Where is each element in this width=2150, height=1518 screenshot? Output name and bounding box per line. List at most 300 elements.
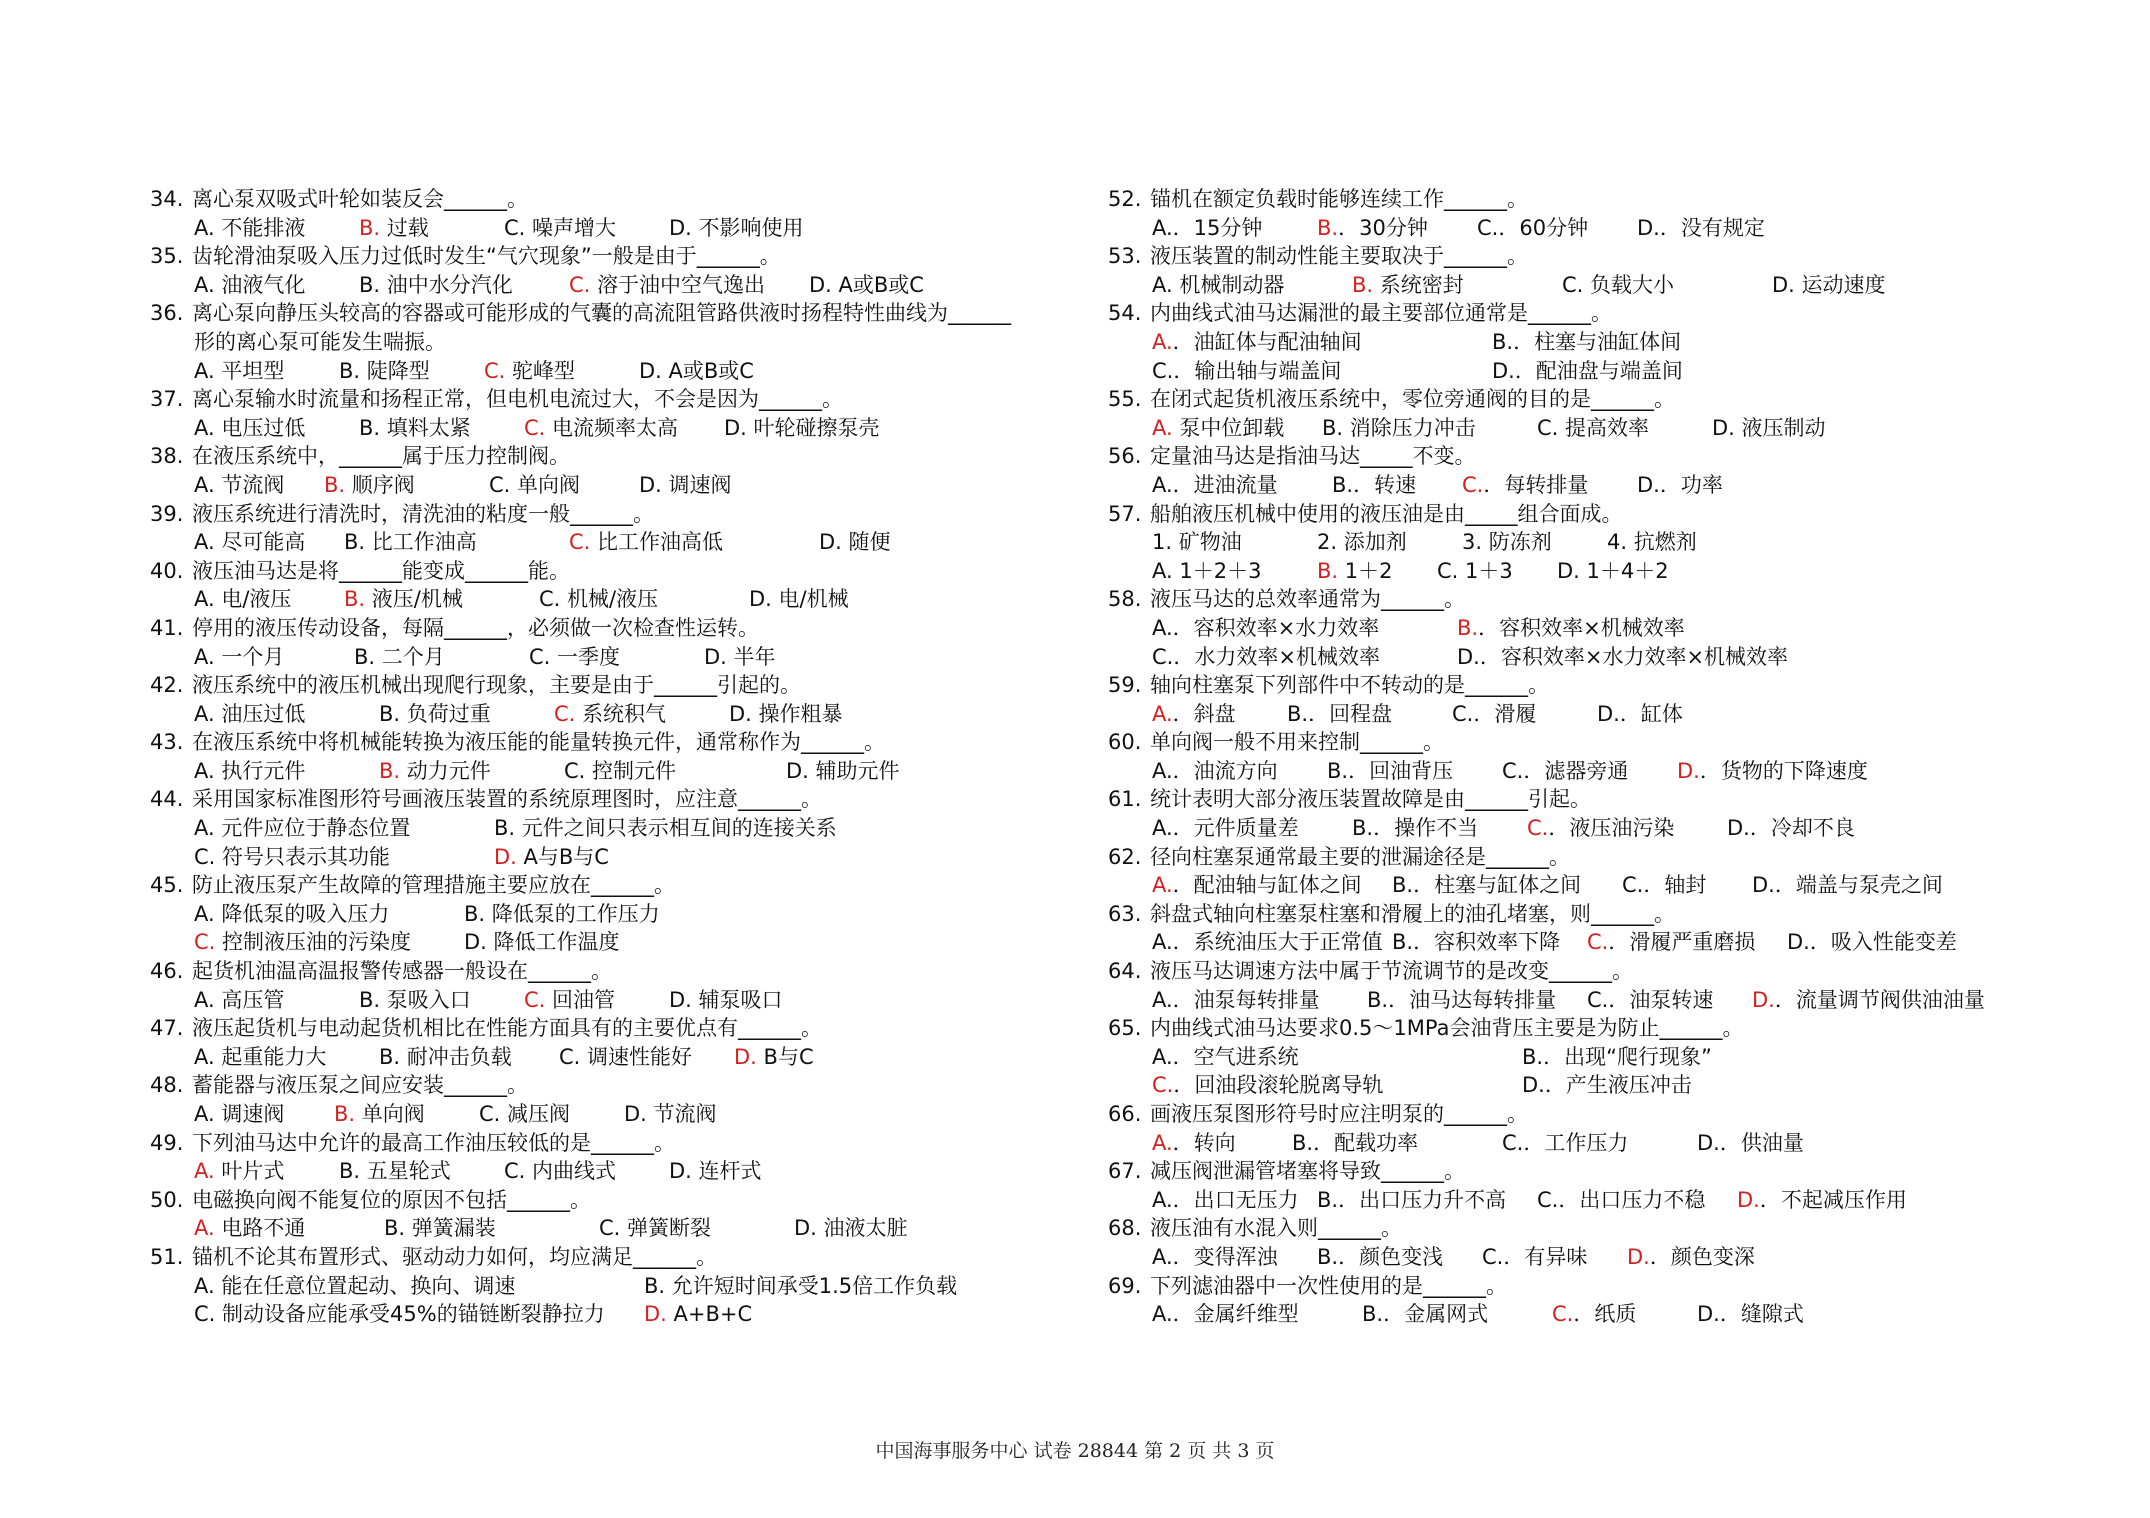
question-number: 52. bbox=[1108, 187, 1142, 211]
option-text: ．颜色变浅 bbox=[1338, 1244, 1444, 1269]
option-letter: D. bbox=[1637, 215, 1660, 240]
question-number: 36. bbox=[150, 301, 184, 326]
option-row bbox=[1108, 1243, 2028, 1272]
option-letter: B. bbox=[1367, 987, 1389, 1012]
option-text: A+B+C bbox=[666, 1302, 753, 1327]
option-letter: B. bbox=[1317, 558, 1339, 583]
option-text: 弹簧漏装 bbox=[405, 1216, 496, 1241]
option-letter: A. bbox=[1152, 1187, 1173, 1212]
option-letter: B. bbox=[464, 901, 486, 926]
option-letter: A. bbox=[194, 272, 215, 297]
question-text: 减压阀泄漏管堵塞将导致______。 bbox=[1150, 1159, 1465, 1184]
option-letter: B. bbox=[1317, 1187, 1339, 1212]
option-text: ．回程盘 bbox=[1308, 701, 1393, 726]
option-letter: C. bbox=[484, 358, 506, 383]
answer-option bbox=[359, 214, 504, 243]
question-53 bbox=[1108, 242, 2028, 271]
question-35 bbox=[150, 242, 1070, 271]
option-row bbox=[150, 271, 1070, 300]
option-letter: D. bbox=[794, 1216, 817, 1241]
option bbox=[194, 1043, 379, 1072]
option-letter: B. bbox=[334, 1102, 356, 1126]
question-text: 锚机在额定负载时能够连续工作______。 bbox=[1150, 187, 1528, 211]
option-text: 顺序阀 bbox=[345, 472, 415, 497]
option-text: ．油流方向 bbox=[1172, 758, 1278, 783]
option bbox=[529, 643, 704, 672]
option bbox=[1477, 214, 1637, 243]
option-text: ．斜盘 bbox=[1172, 701, 1236, 726]
option bbox=[194, 528, 344, 557]
option-text: 提高效率 bbox=[1558, 415, 1650, 440]
option-row bbox=[1108, 328, 2028, 357]
option bbox=[1152, 986, 1367, 1015]
option bbox=[359, 414, 524, 443]
option-letter: D. bbox=[669, 987, 692, 1012]
option-text: ．变得浑浊 bbox=[1172, 1244, 1278, 1269]
option-letter: B. bbox=[339, 358, 361, 383]
option-letter: D. bbox=[786, 758, 809, 783]
option-letter: A. bbox=[1152, 415, 1173, 440]
option bbox=[1322, 414, 1537, 443]
option-letter: A. bbox=[1152, 701, 1173, 726]
option-row bbox=[1108, 1186, 2028, 1215]
option bbox=[599, 1214, 794, 1243]
option bbox=[194, 1272, 644, 1301]
option-text: 驼峰型 bbox=[505, 358, 576, 383]
option-row bbox=[150, 986, 1070, 1015]
option-letter: B. bbox=[354, 644, 376, 669]
question-54 bbox=[1108, 299, 2028, 328]
option-letter: 2. bbox=[1317, 530, 1338, 555]
question-text: 斜盘式轴向柱塞泵柱塞和滑履上的油孔堵塞，则______。 bbox=[1150, 901, 1675, 926]
option bbox=[1352, 814, 1527, 843]
question-40 bbox=[150, 557, 1070, 586]
question-text: 液压油有水混入则______。 bbox=[1150, 1216, 1402, 1241]
option bbox=[1292, 1129, 1502, 1158]
option-letter: D. bbox=[724, 415, 747, 440]
option bbox=[194, 271, 359, 300]
question-text: 在闭式起货机液压系统中，零位旁通阀的目的是______。 bbox=[1150, 387, 1675, 412]
option bbox=[479, 1100, 624, 1129]
option-text: A或B或C bbox=[661, 358, 754, 383]
option-row bbox=[1108, 1300, 2028, 1329]
question-text: 液压马达的总效率通常为______。 bbox=[1150, 587, 1465, 612]
option-row bbox=[1108, 1043, 2028, 1072]
option-text: ．冷却不良 bbox=[1749, 816, 1855, 841]
option-letter: B. bbox=[359, 987, 381, 1012]
option-text: A或B或C bbox=[831, 272, 924, 297]
answer-option bbox=[569, 528, 819, 557]
answer-option bbox=[344, 585, 539, 614]
option-text: 机械/液压 bbox=[560, 587, 659, 612]
option-letter: D. bbox=[1752, 873, 1775, 898]
answer-option bbox=[1152, 700, 1287, 729]
option-text: ．配载功率 bbox=[1313, 1130, 1419, 1155]
option bbox=[489, 471, 639, 500]
option-text: 动力元件 bbox=[400, 758, 491, 783]
option-text: 一个月 bbox=[214, 644, 285, 669]
option-letter: A. bbox=[194, 587, 215, 612]
option-text: ．系统油压大于正常值 bbox=[1172, 930, 1383, 955]
option-text: 负载大小 bbox=[1583, 272, 1675, 297]
question-number: 67. bbox=[1108, 1159, 1142, 1184]
question-number: 40. bbox=[150, 558, 184, 583]
option-letter: B. bbox=[384, 1216, 406, 1241]
option-text: 噪声增大 bbox=[525, 215, 617, 240]
option bbox=[194, 214, 359, 243]
option-text: 耐冲击负载 bbox=[400, 1044, 512, 1069]
option-letter: D. bbox=[729, 701, 752, 726]
option-letter: B. bbox=[359, 215, 381, 240]
question-66 bbox=[1108, 1100, 2028, 1129]
option-text: ．每转排量 bbox=[1483, 472, 1589, 497]
option-row bbox=[150, 471, 1070, 500]
option-letter: C. bbox=[529, 644, 551, 669]
option-letter: C. bbox=[1152, 1073, 1174, 1098]
option-letter: B. bbox=[1457, 615, 1479, 640]
question-61 bbox=[1108, 785, 2028, 814]
option bbox=[1452, 700, 1597, 729]
answer-option bbox=[1677, 757, 1897, 786]
option-letter: D. bbox=[1697, 1130, 1720, 1155]
option-letter: B. bbox=[1352, 816, 1374, 841]
question-number: 68. bbox=[1108, 1216, 1142, 1241]
option bbox=[1367, 986, 1587, 1015]
option bbox=[1597, 700, 1717, 729]
option-letter: D. bbox=[1712, 415, 1735, 440]
question-55 bbox=[1108, 385, 2028, 414]
option bbox=[1287, 700, 1452, 729]
option bbox=[539, 585, 749, 614]
question-59 bbox=[1108, 671, 2028, 700]
option-row bbox=[150, 700, 1070, 729]
answer-option bbox=[569, 271, 809, 300]
option-letter: C. bbox=[564, 758, 586, 783]
option bbox=[194, 900, 464, 929]
option bbox=[786, 757, 946, 786]
option-text: ．端盖与泵壳之间 bbox=[1774, 873, 1943, 898]
answer-option bbox=[524, 414, 724, 443]
option bbox=[1327, 757, 1502, 786]
question-37 bbox=[150, 385, 1070, 414]
option-text: 泵中位卸载 bbox=[1172, 415, 1285, 440]
option-text: 能在任意位置起动、换向、调速 bbox=[214, 1273, 516, 1298]
option-text: ．出口无压力 bbox=[1172, 1187, 1299, 1212]
question-text: 电磁换向阀不能复位的原因不包括______。 bbox=[192, 1187, 591, 1212]
option-letter: A. bbox=[194, 901, 215, 926]
option-letter: B. bbox=[644, 1273, 666, 1298]
option-text: ．柱塞与油缸体间 bbox=[1513, 329, 1682, 354]
option-text: ．颜色变深 bbox=[1649, 1244, 1755, 1269]
option-letter: C. bbox=[1587, 930, 1609, 955]
question-text: 液压油马达是将______能变成______能。 bbox=[192, 558, 570, 583]
option-letter: A. bbox=[1152, 930, 1173, 955]
option-row bbox=[150, 1214, 1070, 1243]
option-text: ．油泵转速 bbox=[1608, 987, 1714, 1012]
question-number: 44. bbox=[150, 787, 184, 812]
question-44 bbox=[150, 785, 1070, 814]
question-number: 45. bbox=[150, 873, 184, 898]
answer-option bbox=[554, 700, 729, 729]
question-64 bbox=[1108, 957, 2028, 986]
option-row bbox=[150, 1043, 1070, 1072]
question-text: 采用国家标准图形符号画液压装置的系统原理图时，应注意______。 bbox=[192, 787, 822, 812]
option-text: 不影响使用 bbox=[691, 215, 804, 240]
option-letter: D. bbox=[669, 215, 692, 240]
option-text: ．配油盘与端盖间 bbox=[1514, 358, 1683, 383]
option-text: 电路不通 bbox=[214, 1216, 306, 1241]
question-51 bbox=[150, 1243, 1070, 1272]
option-letter: B. bbox=[1492, 329, 1514, 354]
option bbox=[1607, 528, 1747, 557]
option bbox=[464, 928, 714, 957]
question-number: 58. bbox=[1108, 587, 1142, 612]
question-65 bbox=[1108, 1014, 2028, 1043]
option-text: ．30分钟 bbox=[1338, 215, 1428, 240]
option-row bbox=[1108, 471, 2028, 500]
option-row bbox=[150, 843, 1070, 872]
answer-option bbox=[1752, 986, 2042, 1015]
option-text: 降低泵的吸入压力 bbox=[214, 901, 390, 926]
option-row bbox=[150, 1157, 1070, 1186]
option-letter: C. bbox=[1437, 558, 1459, 583]
option-text: 执行元件 bbox=[214, 758, 306, 783]
option bbox=[1362, 1300, 1552, 1329]
option-text: ．有异味 bbox=[1503, 1244, 1588, 1269]
option-letter: A. bbox=[194, 1044, 215, 1069]
question-number: 63. bbox=[1108, 901, 1142, 926]
question-text: 船舶液压机械中使用的液压油是由_____组合面成。 bbox=[1150, 501, 1623, 526]
option-text: ．缝隙式 bbox=[1719, 1302, 1804, 1327]
question-45 bbox=[150, 871, 1070, 900]
option-letter: A. bbox=[1152, 329, 1173, 354]
option bbox=[194, 700, 379, 729]
option-text: 1＋3 bbox=[1458, 558, 1513, 583]
option-text: ．配油轴与缸体之间 bbox=[1172, 873, 1362, 898]
option-text: 叶片式 bbox=[214, 1159, 285, 1184]
answer-option bbox=[1152, 1129, 1292, 1158]
option-text: 高压管 bbox=[214, 987, 285, 1012]
option-text: 回油管 bbox=[545, 987, 616, 1012]
option-letter: D. bbox=[1737, 1187, 1760, 1212]
option-letter: C. bbox=[524, 415, 546, 440]
answer-option bbox=[644, 1300, 764, 1329]
option-letter: D. bbox=[1627, 1244, 1650, 1269]
question-63 bbox=[1108, 900, 2028, 929]
question-number: 50. bbox=[150, 1187, 184, 1212]
option-text: 二个月 bbox=[375, 644, 445, 669]
option-letter: D. bbox=[704, 644, 727, 669]
option-letter: C. bbox=[1482, 1244, 1504, 1269]
question-69 bbox=[1108, 1272, 2028, 1301]
answer-option bbox=[1627, 1243, 1787, 1272]
option bbox=[194, 814, 494, 843]
option-letter: C. bbox=[1587, 987, 1609, 1012]
option-text: ．不起减压作用 bbox=[1759, 1187, 1907, 1212]
option-letter: A. bbox=[194, 1102, 215, 1126]
option-letter: B. bbox=[1352, 272, 1374, 297]
option-text: ．金属纤维型 bbox=[1172, 1302, 1299, 1327]
option-letter: C. bbox=[559, 1044, 581, 1069]
question-39 bbox=[150, 500, 1070, 529]
option bbox=[1712, 414, 1872, 443]
question-text: 径向柱塞泵通常最主要的泄漏途径是______。 bbox=[1150, 844, 1570, 869]
option-row bbox=[150, 1300, 1070, 1329]
option-letter: B. bbox=[379, 701, 401, 726]
question-48 bbox=[150, 1071, 1070, 1100]
option bbox=[639, 357, 799, 386]
option bbox=[729, 700, 889, 729]
option-text: 机械制动器 bbox=[1172, 272, 1285, 297]
option-row bbox=[1108, 271, 2028, 300]
option-text: 液压制动 bbox=[1734, 415, 1826, 440]
question-text-continued: 形的离心泵可能发生喘振。 bbox=[194, 329, 446, 354]
question-text: 内曲线式油马达要求0.5～1MPa会油背压主要是为防止______。 bbox=[1150, 1016, 1744, 1041]
option-text: ．输出轴与端盖间 bbox=[1173, 358, 1342, 383]
option-text: 抗燃剂 bbox=[1627, 530, 1697, 555]
option-letter: A. bbox=[1152, 873, 1173, 898]
option-letter: D. bbox=[1727, 816, 1750, 841]
option-text: 油中水分汽化 bbox=[380, 272, 513, 297]
option-row bbox=[150, 214, 1070, 243]
question-text: 蓄能器与液压泵之间应安装______。 bbox=[192, 1073, 528, 1098]
option-text: ．纸质 bbox=[1573, 1302, 1637, 1327]
answer-option bbox=[1152, 328, 1492, 357]
option-letter: A. bbox=[194, 415, 215, 440]
question-number: 41. bbox=[150, 615, 184, 640]
option bbox=[749, 585, 899, 614]
answer-option bbox=[1152, 414, 1322, 443]
option-text: ．液压油污染 bbox=[1548, 816, 1675, 841]
question-text: 定量油马达是指油马达_____不变。 bbox=[1150, 444, 1476, 469]
option-letter: D. bbox=[1772, 272, 1795, 297]
question-58 bbox=[1108, 585, 2028, 614]
option-letter: D. bbox=[624, 1102, 647, 1126]
option-text: 陡降型 bbox=[360, 358, 430, 383]
option bbox=[639, 471, 789, 500]
question-text: 离心泵输水时流量和扬程正常，但电机电流过大，不会是因为______。 bbox=[192, 387, 843, 412]
answer-option bbox=[324, 471, 489, 500]
option-text: 1＋4＋2 bbox=[1579, 558, 1669, 583]
option-text: 电压过低 bbox=[214, 415, 306, 440]
question-67 bbox=[1108, 1157, 2028, 1186]
option-row bbox=[1108, 1129, 2028, 1158]
option-text: 弹簧断裂 bbox=[620, 1216, 712, 1241]
option bbox=[1152, 528, 1317, 557]
option-letter: C. bbox=[194, 1302, 216, 1327]
question-text: 离心泵向静压头较高的容器或可能形成的气囊的高流阻管路供液时扬程特性曲线为______ bbox=[192, 301, 1011, 326]
option bbox=[724, 414, 924, 443]
option-letter: A. bbox=[194, 215, 215, 240]
option-text: 减压阀 bbox=[500, 1102, 571, 1126]
option-letter: C. bbox=[1502, 758, 1524, 783]
option bbox=[194, 843, 494, 872]
option-text: ．60分钟 bbox=[1498, 215, 1589, 240]
question-number: 47. bbox=[150, 1016, 184, 1041]
option-text: 油液气化 bbox=[214, 272, 306, 297]
option-letter: A. bbox=[194, 1159, 215, 1184]
answer-option bbox=[524, 986, 669, 1015]
option-text: ．油泵每转排量 bbox=[1172, 987, 1320, 1012]
answer-option bbox=[1457, 614, 1757, 643]
question-text: 齿轮滑油泵吸入压力过低时发生“气穴现象”一般是由于______。 bbox=[192, 244, 781, 269]
option bbox=[1482, 1243, 1627, 1272]
question-text: 液压马达调速方法中属于节流调节的是改变______。 bbox=[1150, 959, 1633, 984]
option bbox=[1317, 1186, 1537, 1215]
option-text: ．油缸体与配油轴间 bbox=[1172, 329, 1362, 354]
option-letter: 1. bbox=[1152, 530, 1173, 555]
option-letter: C. bbox=[1152, 644, 1174, 669]
option-text: A与B与C bbox=[516, 844, 609, 869]
option bbox=[1697, 1300, 1837, 1329]
option-letter: B. bbox=[339, 1159, 361, 1184]
question-number: 34. bbox=[150, 187, 184, 211]
question-text: 液压系统进行清洗时，清洗油的粘度一般______。 bbox=[192, 501, 654, 526]
option-text: ．滤器旁通 bbox=[1523, 758, 1629, 783]
option-text: ．轴封 bbox=[1643, 873, 1707, 898]
option bbox=[704, 643, 824, 672]
option-text: 节流阀 bbox=[646, 1102, 717, 1126]
option-row bbox=[150, 928, 1070, 957]
answer-option bbox=[194, 928, 464, 957]
option-letter: B. bbox=[1322, 415, 1344, 440]
option-letter: D. bbox=[1457, 644, 1480, 669]
option-text: 电/液压 bbox=[214, 587, 292, 612]
option-text: 不能排液 bbox=[214, 215, 306, 240]
option-letter: D. bbox=[1677, 758, 1700, 783]
option bbox=[379, 1043, 559, 1072]
option-letter: B. bbox=[1317, 1244, 1339, 1269]
question-47 bbox=[150, 1014, 1070, 1043]
option-text: 添加剂 bbox=[1337, 530, 1407, 555]
question-number: 57. bbox=[1108, 501, 1142, 526]
option-text: ．出口压力升不高 bbox=[1338, 1187, 1507, 1212]
option bbox=[504, 214, 669, 243]
option-text: 控制液压油的污染度 bbox=[215, 930, 412, 955]
option bbox=[1152, 557, 1317, 586]
answer-option bbox=[334, 1100, 479, 1129]
option-row bbox=[1108, 414, 2028, 443]
question-text: 锚机不论其布置形式、驱动动力如何，均应满足______。 bbox=[192, 1244, 717, 1269]
option-text: ．油马达每转排量 bbox=[1388, 987, 1557, 1012]
option-text: 液压/机械 bbox=[365, 587, 463, 612]
option-text: ．柱塞与缸体之间 bbox=[1413, 873, 1582, 898]
option-text: 调速阀 bbox=[214, 1102, 285, 1126]
question-46 bbox=[150, 957, 1070, 986]
question-43 bbox=[150, 728, 1070, 757]
option bbox=[1537, 414, 1712, 443]
question-38 bbox=[150, 442, 1070, 471]
option-text: 调速阀 bbox=[661, 472, 732, 497]
question-number: 66. bbox=[1108, 1102, 1142, 1126]
option-text: 负荷过重 bbox=[400, 701, 491, 726]
option-letter: A. bbox=[1152, 1302, 1173, 1327]
option bbox=[1557, 557, 1697, 586]
option-text: ．进油流量 bbox=[1172, 472, 1278, 497]
option bbox=[354, 643, 529, 672]
option bbox=[1152, 928, 1392, 957]
option-letter: B. bbox=[344, 587, 366, 612]
option-text: 符号只表示其功能 bbox=[215, 844, 391, 869]
option-text: 单向阀 bbox=[510, 472, 581, 497]
question-text: 离心泵双吸式叶轮如装反会______。 bbox=[192, 187, 528, 211]
option bbox=[1787, 928, 1987, 957]
option-letter: A. bbox=[1152, 472, 1173, 497]
option-letter: D. bbox=[644, 1302, 667, 1327]
answer-option bbox=[194, 1157, 339, 1186]
option-letter: C. bbox=[554, 701, 576, 726]
question-number: 48. bbox=[150, 1073, 184, 1098]
